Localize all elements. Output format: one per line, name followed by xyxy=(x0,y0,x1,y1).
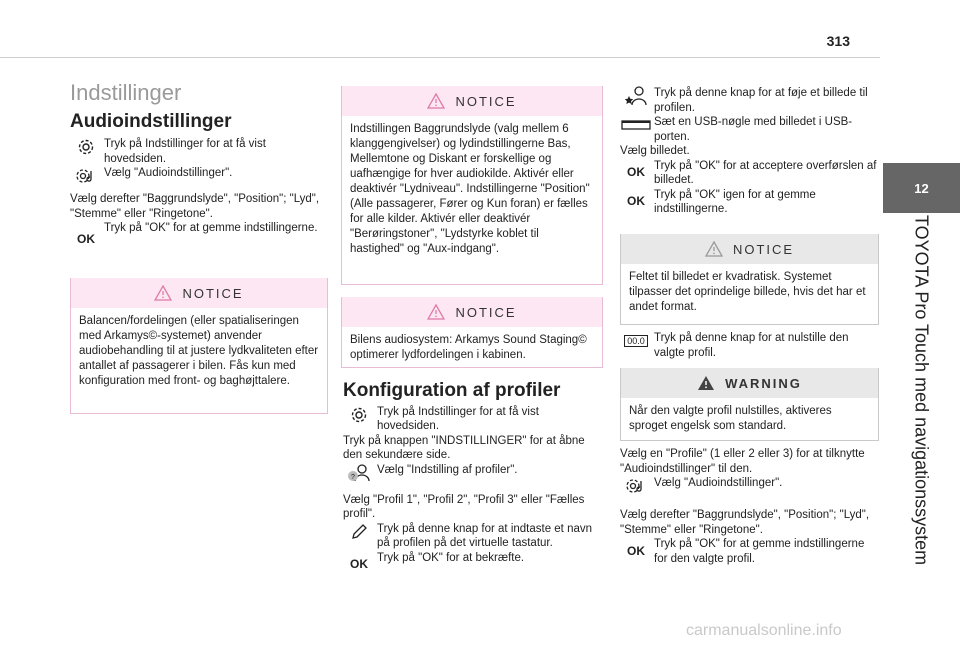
usb-key-icon xyxy=(620,115,652,135)
step-text: Tryk på denne knap for at føje et billede til profilen. xyxy=(654,87,868,114)
notice-body: Balancen/fordelingen (eller spatialiseringen med Arkamys©-systemet) anvender audiobehandling til at justere lydkvaliteten efter antallet af passagerer i bilen. Fås kun med konfiguration med front- og baghøjttalere. xyxy=(79,315,319,387)
reset-icon-label: 00.0 xyxy=(624,335,648,347)
settings-gear-icon xyxy=(343,405,375,425)
step-audio xyxy=(70,166,328,186)
column-3 xyxy=(620,86,878,217)
ok-icon: OK xyxy=(627,165,645,180)
step-text: Tryk på "OK" for at gemme indstillingerne. xyxy=(104,222,318,234)
step-ok xyxy=(343,551,601,575)
profile-star-icon xyxy=(620,86,652,106)
ok-icon: OK xyxy=(627,543,645,558)
notice-box xyxy=(341,297,603,368)
notice-title: NOTICE xyxy=(455,304,517,320)
svg-text:?: ? xyxy=(351,473,355,481)
step-text: Vælg derefter "Baggrundslyde", "Position"; "Lyd", "Stemme" eller "Ringetone". xyxy=(70,193,320,220)
side-title xyxy=(882,215,960,575)
subsection-heading: Konfiguration af profiler xyxy=(343,380,561,401)
warning-title: WARNING xyxy=(725,375,802,391)
step-usb xyxy=(620,115,878,144)
notice-triangle-icon xyxy=(154,285,172,301)
warning-box xyxy=(620,368,879,441)
step-text: Sæt en USB-nøgle med billedet i USB-porten. xyxy=(654,116,853,143)
notice-title: NOTICE xyxy=(732,241,795,257)
notice-title: NOTICE xyxy=(455,93,517,109)
warning-body: Når den valgte profil nulstilles, aktiveres sproget engelsk som standard. xyxy=(629,405,832,432)
ok-icon: OK xyxy=(77,231,95,246)
step-ok xyxy=(70,221,328,249)
reset-icon xyxy=(620,331,652,351)
step-text: Vælg "Audioindstillinger". xyxy=(104,167,233,179)
step-text: Tryk på denne knap for at indtaste et navn på profilen på det virtuelle tastatur. xyxy=(377,522,593,549)
subsection-heading: Audioindstillinger xyxy=(70,110,232,132)
notice-body: Indstillingen Baggrundslyde (valg mellem 6 klanggengivelser) og lydindstillingerne Bas, Mellemtone og Diskant er forskellige og uafhængige for hver audiokilde. Aktivér eller deaktivér "Lydniveau". Indstillingerne "Position" (Alle passagerer, Fører og Kun foran) er fælles for alle kilder. Aktivér eller deaktivér "Berøringstoner", "Lydstyrke koblet til hastighed" og "Aux-indgang". xyxy=(350,123,590,255)
step-reset xyxy=(620,331,878,360)
step-text: Tryk på "OK" for at acceptere overførslen af billedet. xyxy=(654,159,877,186)
step-text: Vælg derefter "Baggrundslyde", "Position"; "Lyd", "Stemme" eller "Ringetone". xyxy=(620,509,870,536)
header-rule xyxy=(0,57,880,58)
notice-body: Bilens audiosystem: Arkamys Sound Staging© optimerer lydfordelingen i kabinen. xyxy=(350,334,587,361)
notice-header xyxy=(621,234,878,264)
notice-header xyxy=(342,86,602,116)
step-name xyxy=(343,522,601,551)
step-text: Tryk på "OK" for at bekræfte. xyxy=(377,551,525,564)
notice-triangle-icon xyxy=(427,93,445,109)
notice-box xyxy=(341,86,603,285)
step-text: Tryk på "OK" for at gemme indstillingerne for den valgte profil. xyxy=(654,538,865,565)
step-text: Vælg en "Profile" (1 eller 2 eller 3) for at tilknytte "Audioindstillinger" til den. xyxy=(620,448,865,475)
pencil-icon xyxy=(343,522,375,542)
step-ok xyxy=(620,188,878,217)
page-number: 313 xyxy=(826,33,850,49)
watermark: carmanualsonline.info xyxy=(686,622,842,639)
column-1 xyxy=(70,80,328,249)
ok-icon: OK xyxy=(350,557,368,572)
step-ok xyxy=(620,537,878,566)
step-text: Vælg "Indstilling af profiler". xyxy=(377,463,518,476)
notice-box xyxy=(70,278,328,414)
step-profiles xyxy=(343,463,601,483)
section-heading: Indstillinger xyxy=(70,80,182,105)
audio-settings-icon xyxy=(620,476,652,496)
step-text: Tryk på denne knap for at nulstille den valgte profil. xyxy=(654,332,849,359)
step-settings xyxy=(70,137,328,166)
warning-triangle-icon xyxy=(697,375,715,391)
ok-icon: OK xyxy=(627,194,645,209)
notice-header xyxy=(342,297,602,327)
step-text: Tryk på "OK" igen for at gemme indstillingerne. xyxy=(654,188,816,215)
notice-title: NOTICE xyxy=(182,285,244,301)
notice-triangle-icon xyxy=(427,304,445,320)
notice-triangle-icon xyxy=(705,241,723,257)
chapter-tab: 12 xyxy=(883,163,960,213)
column-2 xyxy=(343,380,601,575)
step-text: Tryk på Indstillinger for at få vist hovedsiden. xyxy=(104,138,266,165)
step-audio xyxy=(620,476,878,496)
warning-header xyxy=(621,368,878,398)
step-text: Vælg "Audioindstillinger". xyxy=(654,477,783,489)
step-text: Tryk på knappen "INDSTILLINGER" for at åbne den sekundære side. xyxy=(343,434,585,461)
step-text: Vælg "Profil 1", "Profil 2", "Profil 3" eller "Fælles profil". xyxy=(343,493,585,520)
notice-body: Feltet til billedet er kvadratisk. Systemet tilpasser det oprindelige billede, hvis det har et andet format. xyxy=(629,271,866,313)
column-3-bottom xyxy=(620,447,878,566)
notice-box xyxy=(620,234,879,325)
audio-settings-icon xyxy=(70,166,102,186)
step-text: Tryk på Indstillinger for at få vist hovedsiden. xyxy=(377,405,539,432)
step-settings xyxy=(343,405,601,434)
step-text: Vælg billedet. xyxy=(620,145,690,157)
step-add-image xyxy=(620,86,878,115)
step-ok xyxy=(620,159,878,188)
profile-icon xyxy=(343,463,375,483)
settings-gear-icon xyxy=(70,137,102,157)
reset-step xyxy=(620,331,878,360)
side-title-text: TOYOTA Pro Touch med navigationssystem xyxy=(911,215,932,566)
notice-header xyxy=(71,278,327,308)
